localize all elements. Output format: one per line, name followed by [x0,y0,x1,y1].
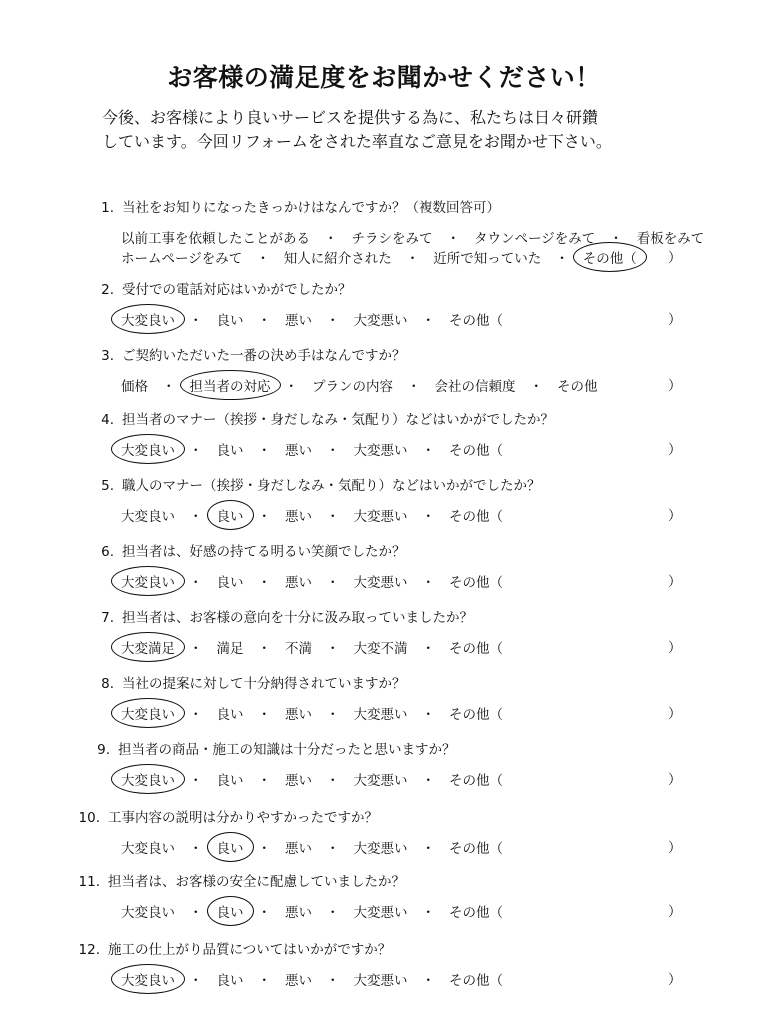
survey-question [0,278,768,338]
option-separator: ・ [257,313,271,329]
question-label: 当社をお知りになったきっかけはなんですか？（複数回答可） [122,200,500,216]
option-separator: ・ [421,707,435,723]
answer-option[interactable]: 知人に紹介された [283,251,392,267]
question-label: 受付での電話対応はいかがでしたか？ [122,282,352,298]
survey-question [0,196,768,267]
answer-option[interactable]: その他（ [449,443,503,459]
question-text [82,738,456,758]
answer-option[interactable]: 良い [216,313,244,329]
option-separator: ・ [257,841,271,857]
answer-row [118,768,506,790]
answer-row [118,308,506,330]
answer-row [118,246,640,268]
question-number: 5. [101,478,114,494]
answer-option[interactable]: その他（ [449,641,503,657]
survey-question [0,938,768,998]
answer-option[interactable]: 悪い [285,509,312,525]
option-separator: ・ [421,973,435,989]
answer-option[interactable]: 大変悪い [353,443,408,459]
option-separator: ・ [189,973,203,989]
option-separator: ・ [257,773,271,789]
answer-option[interactable]: タウンページをみて [474,231,596,247]
answer-option[interactable]: 大変満足 [118,636,178,658]
answer-option[interactable]: 大変良い [121,905,175,921]
answer-option[interactable]: 大変悪い [353,509,408,525]
answer-option[interactable]: 担当者の対応 [187,374,274,396]
option-separator: ・ [326,707,340,723]
option-separator: ・ [257,707,271,723]
question-text [86,606,473,626]
answer-option[interactable]: その他（ [449,841,503,857]
survey-question [0,540,768,600]
question-label: 担当者のマナー（挨拶・身だしなみ・気配り）などはいかがでしたか？ [122,412,554,428]
option-separator: ・ [421,443,435,459]
survey-question [0,408,768,468]
question-label: 職人のマナー（挨拶・身だしなみ・気配り）などはいかがでしたか？ [122,478,541,494]
survey-question [0,344,768,404]
question-label: 担当者は、好感の持てる明るい笑顔でしたか？ [122,544,406,560]
question-label: ご契約いただいた一番の決め手はなんですか？ [122,348,406,364]
question-text [86,408,554,428]
question-text [86,540,406,560]
question-number: 1. [101,200,114,216]
option-separator: ・ [421,313,435,329]
option-separator: ・ [284,379,298,395]
answer-row [118,438,506,460]
answer-option[interactable]: 大変悪い [353,313,408,329]
option-separator: ・ [189,509,203,525]
option-separator: ・ [326,443,340,459]
answer-option[interactable]: 大変良い [118,702,178,724]
answer-row [118,374,601,396]
intro-text [102,106,612,154]
option-separator: ・ [326,641,340,657]
option-separator: ・ [189,313,203,329]
option-separator: ・ [162,379,176,395]
option-separator: ・ [256,251,270,267]
question-text [86,344,406,364]
option-separator: ・ [189,575,203,591]
answer-row [118,836,506,858]
other-close-paren: ） [668,508,682,524]
option-separator: ・ [529,379,543,395]
option-separator: ・ [257,443,271,459]
question-label: 工事内容の説明は分かりやすかったですか？ [108,810,378,826]
option-separator: ・ [257,905,271,921]
answer-option[interactable]: ホームページをみて [121,251,243,267]
answer-option[interactable]: 良い [216,773,244,789]
other-close-paren: ） [668,772,682,788]
answer-option[interactable]: 会社の信頼度 [434,379,516,395]
option-separator: ・ [421,905,435,921]
answer-option[interactable]: 大変良い [118,438,178,460]
answer-option[interactable]: 良い [216,973,244,989]
answer-row [118,702,506,724]
answer-option[interactable]: 良い [216,575,244,591]
answer-option[interactable]: 悪い [285,905,312,921]
answer-option[interactable]: 近所で知っていた [433,251,542,267]
survey-question [0,606,768,666]
answer-option[interactable]: 大変良い [121,509,175,525]
answer-option[interactable]: 大変不満 [353,641,408,657]
other-close-paren: ） [668,640,682,656]
option-separator: ・ [257,575,271,591]
answer-option[interactable]: その他（ [580,246,640,268]
option-separator: ・ [326,509,340,525]
intro-line: しています。今回リフォームをされた率直なご意見をお聞かせ下さい。 [102,132,612,151]
question-text [86,196,500,216]
answer-option[interactable]: 悪い [285,973,312,989]
answer-option[interactable]: 悪い [285,313,312,329]
question-label: 担当者は、お客様の意向を十分に汲み取っていましたか？ [122,610,473,626]
answer-option[interactable]: その他（ [449,973,503,989]
answer-option[interactable]: 以前工事を依頼したことがある [121,231,310,247]
question-text [86,474,541,494]
question-number: 2. [101,282,114,298]
option-separator: ・ [189,841,203,857]
answer-option[interactable]: その他（ [449,509,503,525]
survey-question [0,806,768,866]
option-separator: ・ [421,773,435,789]
other-close-paren: ） [668,574,682,590]
question-number: 7. [101,610,114,626]
answer-option[interactable]: 悪い [285,841,312,857]
option-separator: ・ [407,379,421,395]
question-text [86,672,406,692]
answer-option[interactable]: 大変悪い [353,905,408,921]
intro-line: 今後、お客様により良いサービスを提供する為に、私たちは日々研鑽 [102,108,599,127]
question-number: 6. [101,544,114,560]
question-text [86,278,352,298]
option-separator: ・ [609,231,623,247]
other-close-paren: ） [668,312,682,328]
answer-option[interactable]: 良い [216,707,244,723]
answer-option[interactable]: 良い [214,504,247,526]
option-separator: ・ [421,641,435,657]
answer-option[interactable]: 大変良い [118,968,178,990]
answer-option[interactable]: 大変悪い [353,973,408,989]
other-close-paren: ） [668,442,682,458]
answer-option[interactable]: 悪い [285,707,312,723]
question-number: 3. [101,348,114,364]
answer-option[interactable]: 良い [216,443,244,459]
option-separator: ・ [324,231,338,247]
option-separator: ・ [189,773,203,789]
answer-option[interactable]: プランの内容 [312,379,393,395]
answer-option[interactable]: 悪い [285,575,312,591]
option-separator: ・ [326,773,340,789]
option-separator: ・ [326,905,340,921]
answer-option[interactable]: その他（ [449,575,503,591]
answer-option[interactable]: 良い [214,836,247,858]
answer-option[interactable]: チラシをみて [351,231,433,247]
question-label: 施工の仕上がり品質についてはいかがですか？ [108,942,392,958]
option-separator: ・ [257,509,271,525]
answer-option[interactable]: 大変悪い [353,575,408,591]
answer-option[interactable]: その他（ [449,313,503,329]
question-text [72,806,378,826]
answer-row [118,570,506,592]
other-close-paren: ） [668,904,682,920]
option-separator: ・ [405,251,420,267]
question-number: 10. [78,810,100,826]
option-separator: ・ [446,231,460,247]
question-number: 4. [101,412,114,428]
question-number: 8. [101,676,114,692]
answer-option[interactable]: その他（ [449,707,503,723]
option-separator: ・ [189,443,203,459]
answer-option[interactable]: 大変良い [118,570,178,592]
other-close-paren: ） [668,378,682,394]
answer-row [118,636,506,658]
other-close-paren: ） [668,840,682,856]
survey-question [0,474,768,534]
question-text [72,938,391,958]
option-separator: ・ [326,575,340,591]
answer-option[interactable]: 価格 [121,379,148,395]
option-separator: ・ [326,841,340,857]
page-title: お客様の満足度をお聞かせください！ [167,63,601,92]
other-close-paren: ） [668,706,682,722]
question-label: 当社の提案に対して十分納得されていますか？ [122,676,406,692]
option-separator: ・ [257,641,271,657]
option-separator: ・ [189,905,203,921]
answer-option[interactable]: 大変悪い [353,773,408,789]
answer-option[interactable]: 大変良い [121,841,175,857]
answer-option[interactable]: 不満 [285,641,312,657]
answer-option[interactable]: 看板をみて [636,231,705,247]
answer-row [118,968,506,990]
answer-option[interactable]: 満足 [216,641,244,657]
question-number: 12. [78,942,100,958]
option-separator: ・ [326,973,340,989]
answer-option[interactable]: その他（ [449,905,503,921]
survey-question [0,672,768,732]
survey-question [0,870,768,930]
answer-row [118,504,506,526]
answer-option[interactable]: 悪い [285,773,312,789]
answer-option[interactable]: 大変悪い [353,841,408,857]
answer-option[interactable]: 大変良い [118,308,178,330]
option-separator: ・ [257,973,271,989]
question-text [72,870,405,890]
other-close-paren: ） [668,250,682,266]
question-number: 11. [78,874,100,890]
other-close-paren: ） [668,972,682,988]
option-separator: ・ [421,841,435,857]
answer-option[interactable]: その他（ [449,773,503,789]
option-separator: ・ [421,575,435,591]
option-separator: ・ [555,251,569,267]
option-separator: ・ [189,641,203,657]
answer-option[interactable]: 良い [214,900,247,922]
answer-row [118,900,506,922]
option-separator: ・ [189,707,203,723]
question-number: 9. [97,742,110,758]
answer-option[interactable]: 大変悪い [353,707,408,723]
answer-option[interactable]: その他 [557,379,598,395]
survey-question [0,738,768,798]
option-separator: ・ [326,313,340,329]
option-separator: ・ [421,509,435,525]
answer-option[interactable]: 大変良い [118,768,178,790]
question-label: 担当者は、お客様の安全に配慮していましたか？ [108,874,405,890]
question-label: 担当者の商品・施工の知識は十分だったと思いますか？ [118,742,456,758]
answer-option[interactable]: 悪い [285,443,312,459]
